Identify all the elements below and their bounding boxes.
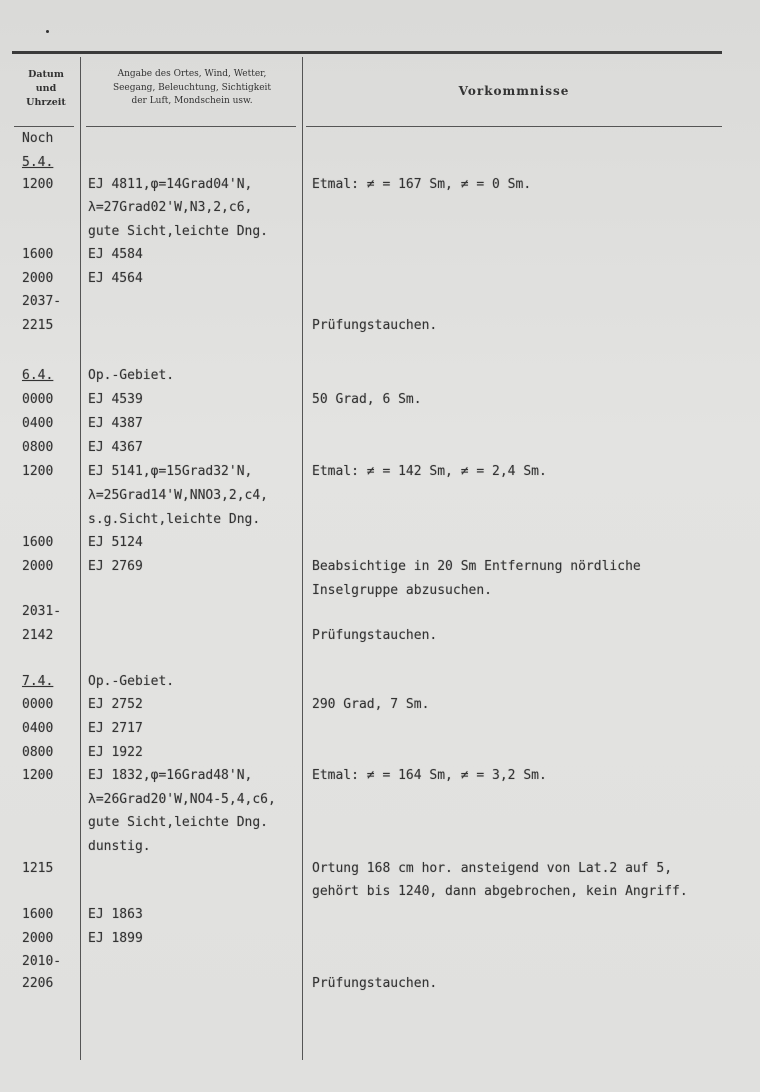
header-underline-2 bbox=[86, 126, 296, 127]
entry-location: EJ 5141,φ=15Grad32'N, bbox=[88, 464, 253, 479]
entry-date-time: 0800 bbox=[22, 440, 54, 455]
entry-location: EJ 4539 bbox=[88, 392, 143, 407]
entry-location: λ=25Grad14'W,NNO3,2,c4, bbox=[88, 488, 269, 503]
entry-location: EJ 1922 bbox=[88, 745, 143, 760]
entry-date-time: 0800 bbox=[22, 745, 54, 760]
entry-location: EJ 1832,φ=16Grad48'N, bbox=[88, 768, 253, 783]
header-date-time bbox=[14, 68, 78, 110]
entry-location: λ=26Grad20'W,NO4-5,4,c6, bbox=[88, 792, 276, 807]
entry-date-time: 2031- bbox=[22, 604, 62, 619]
entry-date-time: Noch bbox=[22, 131, 54, 146]
entry-date-time: 1200 bbox=[22, 768, 54, 783]
header-location-weather bbox=[84, 68, 300, 109]
entry-event: 50 Grad, 6 Sm. bbox=[312, 392, 422, 407]
entry-date-time: 2010- bbox=[22, 954, 62, 969]
header-events: Vorkommnisse bbox=[458, 84, 570, 98]
entry-event: 290 Grad, 7 Sm. bbox=[312, 697, 430, 712]
column-divider-2 bbox=[302, 57, 303, 1060]
header-location-line-3: der Luft, Mondschein usw. bbox=[131, 96, 253, 106]
entry-location: gute Sicht,leichte Dng. bbox=[88, 815, 269, 830]
entry-event: gehört bis 1240, dann abgebrochen, kein Angriff. bbox=[312, 884, 688, 899]
entry-location: s.g.Sicht,leichte Dng. bbox=[88, 512, 261, 527]
entry-location: EJ 1899 bbox=[88, 931, 143, 946]
entry-location: EJ 4367 bbox=[88, 440, 143, 455]
ink-dot bbox=[46, 30, 49, 33]
entry-location: Op.-Gebiet. bbox=[88, 674, 175, 689]
header-time-line: Uhrzeit bbox=[26, 97, 66, 108]
entry-event: Etmal: ≠ = 167 Sm, ≠ = 0 Sm. bbox=[312, 177, 532, 192]
entry-date-time: 2206 bbox=[22, 976, 54, 991]
entry-location: Op.-Gebiet. bbox=[88, 368, 175, 383]
entry-event: Ortung 168 cm hor. ansteigend von Lat.2 auf 5, bbox=[312, 861, 673, 876]
entry-location: EJ 1863 bbox=[88, 907, 143, 922]
entry-location: EJ 4811,φ=14Grad04'N, bbox=[88, 177, 253, 192]
entry-location: EJ 2752 bbox=[88, 697, 143, 712]
header-location-line-2: Seegang, Beleuchtung, Sichtigkeit bbox=[112, 82, 272, 93]
entry-date-time: 5.4. bbox=[22, 155, 54, 170]
entry-location: EJ 4387 bbox=[88, 416, 143, 431]
entry-date-time: 2037- bbox=[22, 294, 62, 309]
entry-event: Inselgruppe abzusuchen. bbox=[312, 583, 493, 598]
entry-location: EJ 4564 bbox=[88, 271, 143, 286]
header-location-line-1: Angabe des Ortes, Wind, Wetter, bbox=[117, 69, 267, 79]
entry-date-time: 2142 bbox=[22, 628, 54, 643]
entry-location: EJ 2769 bbox=[88, 559, 143, 574]
entry-date-time: 1200 bbox=[22, 177, 54, 192]
entry-event: Prüfungstauchen. bbox=[312, 628, 438, 643]
header-underline-1 bbox=[14, 126, 74, 127]
entry-event: Beabsichtige in 20 Sm Entfernung nördliche bbox=[312, 559, 641, 574]
entry-location: λ=27Grad02'W,N3,2,c6, bbox=[88, 200, 253, 215]
entry-location: EJ 4584 bbox=[88, 247, 143, 262]
header-date-line: Datum bbox=[28, 69, 64, 80]
entry-location: gute Sicht,leichte Dng. bbox=[88, 224, 269, 239]
entry-date-time: 1600 bbox=[22, 535, 54, 550]
entry-date-time: 1600 bbox=[22, 247, 54, 262]
entry-date-time: 1200 bbox=[22, 464, 54, 479]
entry-date-time: 2000 bbox=[22, 931, 54, 946]
entry-location: EJ 2717 bbox=[88, 721, 143, 736]
entry-date-time: 2000 bbox=[22, 559, 54, 574]
top-rule bbox=[12, 51, 722, 54]
entry-date-time: 0400 bbox=[22, 721, 54, 736]
entry-date-time: 1215 bbox=[22, 861, 54, 876]
entry-event: Etmal: ≠ = 164 Sm, ≠ = 3,2 Sm. bbox=[312, 768, 547, 783]
entry-date-time: 2000 bbox=[22, 271, 54, 286]
entry-event: Prüfungstauchen. bbox=[312, 976, 438, 991]
entry-date-time: 0000 bbox=[22, 392, 54, 407]
entry-location: EJ 5124 bbox=[88, 535, 143, 550]
entry-date-time: 2215 bbox=[22, 318, 54, 333]
header-underline-3 bbox=[306, 126, 722, 127]
header-und-line: und bbox=[35, 83, 57, 94]
column-divider-1 bbox=[80, 57, 81, 1060]
entry-date-time: 7.4. bbox=[22, 674, 54, 689]
entry-event: Prüfungstauchen. bbox=[312, 318, 438, 333]
entry-date-time: 0400 bbox=[22, 416, 54, 431]
entry-date-time: 6.4. bbox=[22, 368, 54, 383]
entry-date-time: 0000 bbox=[22, 697, 54, 712]
entry-event: Etmal: ≠ = 142 Sm, ≠ = 2,4 Sm. bbox=[312, 464, 547, 479]
entry-date-time: 1600 bbox=[22, 907, 54, 922]
entry-location: dunstig. bbox=[88, 839, 151, 854]
